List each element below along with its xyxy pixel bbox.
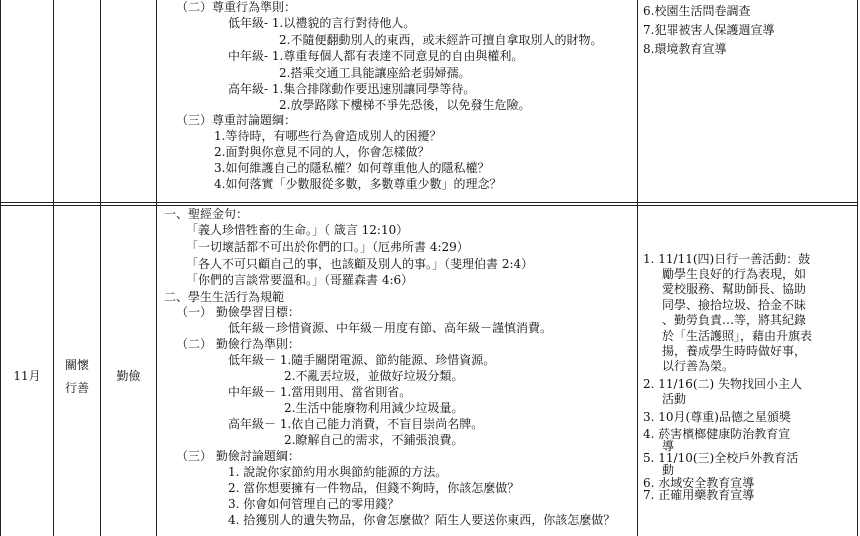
activity-line: 、勤勞負責…等，將其紀錄: [662, 313, 807, 327]
row-divider: [0, 202, 858, 203]
activity-line: 勵學生良好的行為表現，如: [662, 267, 807, 281]
discussion-line: 1. 說說你家節約用水與節約能源的方法。: [228, 465, 448, 479]
top-line: 2.面對與你意見不同的人，你會怎樣做？: [214, 145, 430, 159]
column-divider-1: [53, 0, 54, 536]
top-line: 中年級- 1.尊重每個人都有表達不同意見的自由與權利。: [228, 49, 524, 63]
activity-line: 5. 11/10(三)全校戶外教育活: [643, 451, 799, 465]
theme-cell-line1: 關懷: [64, 358, 89, 372]
content-line: 低年級－珍惜資源、中年級－用度有節、高年級－謹慎消費。: [228, 321, 553, 335]
verse-line: 「各人不可只顧自己的事，也該顧及別人的事。」（斐理伯書 2:4）: [186, 257, 534, 271]
activity-line: 揚，養成學生時時做好事，: [662, 344, 807, 358]
subheading-goals: （一） 勤儉學習目標：: [176, 305, 300, 319]
top-heading-respect-rules: （二）尊重行為準則：: [176, 0, 297, 14]
activity-item: 8.環境教育宣導: [643, 42, 727, 56]
top-line: 高年級- 1.集合排隊動作要迅速別讓同學等待。: [228, 82, 476, 96]
activity-item: 6.校園生活問卷調查: [643, 4, 751, 18]
table-border-left: [0, 0, 1, 536]
content-line: 2.瞭解自己的需求，不鋪張浪費。: [284, 433, 464, 447]
subheading-rules: （二） 勤儉行為準則：: [176, 337, 300, 351]
virtue-cell: 勤儉: [116, 369, 141, 383]
activity-line: 活動: [662, 392, 687, 406]
activity-line: 4. 菸害檳榔健康防治教育宣: [643, 427, 791, 441]
table-border-right: [857, 0, 858, 536]
subheading-discussion: （三） 勤儉討論題綱：: [176, 449, 300, 463]
top-line: 3.如何維護自己的隱私權？如何尊重他人的隱私權？: [214, 161, 490, 175]
activity-line: 3. 10月(尊重)品德之星頒獎: [643, 410, 791, 424]
column-divider-2: [100, 0, 101, 536]
top-line: 4.如何落實「少數服從多數，多數尊重少數」的理念？: [214, 177, 502, 191]
content-line: 中年級－ 1.當用則用、當省則省。: [228, 385, 412, 399]
activity-item: 7.犯罪被害人保護週宣導: [643, 23, 775, 37]
content-line: 2.生活中能廢物利用減少垃圾量。: [284, 401, 464, 415]
column-divider-3: [156, 0, 157, 536]
month-cell: 11月: [13, 369, 41, 383]
theme-cell-line2: 行善: [64, 381, 89, 395]
activity-line: 導: [662, 439, 675, 453]
verse-line: 「你們的言談常要溫和。」（哥羅森書 4:6）: [186, 273, 414, 287]
top-line: 2.搭乘交通工具能讓座給老弱婦孺。: [279, 66, 471, 80]
discussion-line: 2. 當你想要擁有一件物品，但錢不夠時，你該怎麼做？: [228, 481, 520, 495]
activity-line: 愛校服務、幫助師長、協助: [662, 282, 807, 296]
activity-line: 7. 正確用藥教育宣導: [643, 488, 755, 502]
activity-line: 動: [662, 463, 675, 477]
activity-line: 以行善為榮。: [662, 359, 735, 373]
activity-line: 2. 11/16(二) 失物找回小主人: [643, 377, 803, 391]
section-behavior-norms: 二、學生生活行為規範: [164, 290, 285, 304]
content-line: 高年級－ 1.依自己能力消費，不盲目崇尚名牌。: [228, 417, 484, 431]
top-heading-discussion: （三）尊重討論題綱：: [176, 113, 297, 127]
top-line: 2.放學路隊下樓梯不爭先恐後，以免發生危險。: [279, 98, 531, 112]
discussion-line: 4. 拾獲別人的遺失物品，你會怎麼做？陌生人要送你東西，你該怎麼做？: [228, 513, 616, 527]
top-line: 低年級- 1.以禮貌的言行對待他人。: [228, 16, 416, 30]
activity-line: 1. 11/11(四)日行一善活動：鼓: [643, 252, 811, 266]
activity-line: 6. 水域安全教育宣導: [643, 476, 755, 490]
discussion-line: 3. 你會如何管理自己的零用錢？: [228, 497, 400, 511]
verse-line: 「一切壞話都不可出於你們的口。」（厄弗所書 4:29）: [186, 240, 469, 254]
top-line: 1.等待時，有哪些行為會造成別人的困擾？: [214, 129, 442, 143]
activity-line: 於「生活護照」，藉由升旗表: [662, 329, 813, 343]
column-divider-4: [637, 0, 638, 536]
verse-line: 「義人珍惜牲畜的生命。」（ 箴言 12:10）: [186, 223, 409, 237]
content-line: 2.不亂丟垃圾，並做好垃圾分類。: [284, 369, 464, 383]
activity-line: 同學、撿拾垃圾、拾金不昧: [662, 298, 807, 312]
content-line: 低年級－ 1.隨手關閉電源、節約能源、珍惜資源。: [228, 353, 496, 367]
top-line: 2.不隨便翻動別人的東西，或未經許可擅自拿取別人的財物。: [279, 33, 603, 47]
section-bible-verses: 一、聖經金句：: [164, 207, 249, 221]
row-divider-inner: [0, 205, 858, 206]
